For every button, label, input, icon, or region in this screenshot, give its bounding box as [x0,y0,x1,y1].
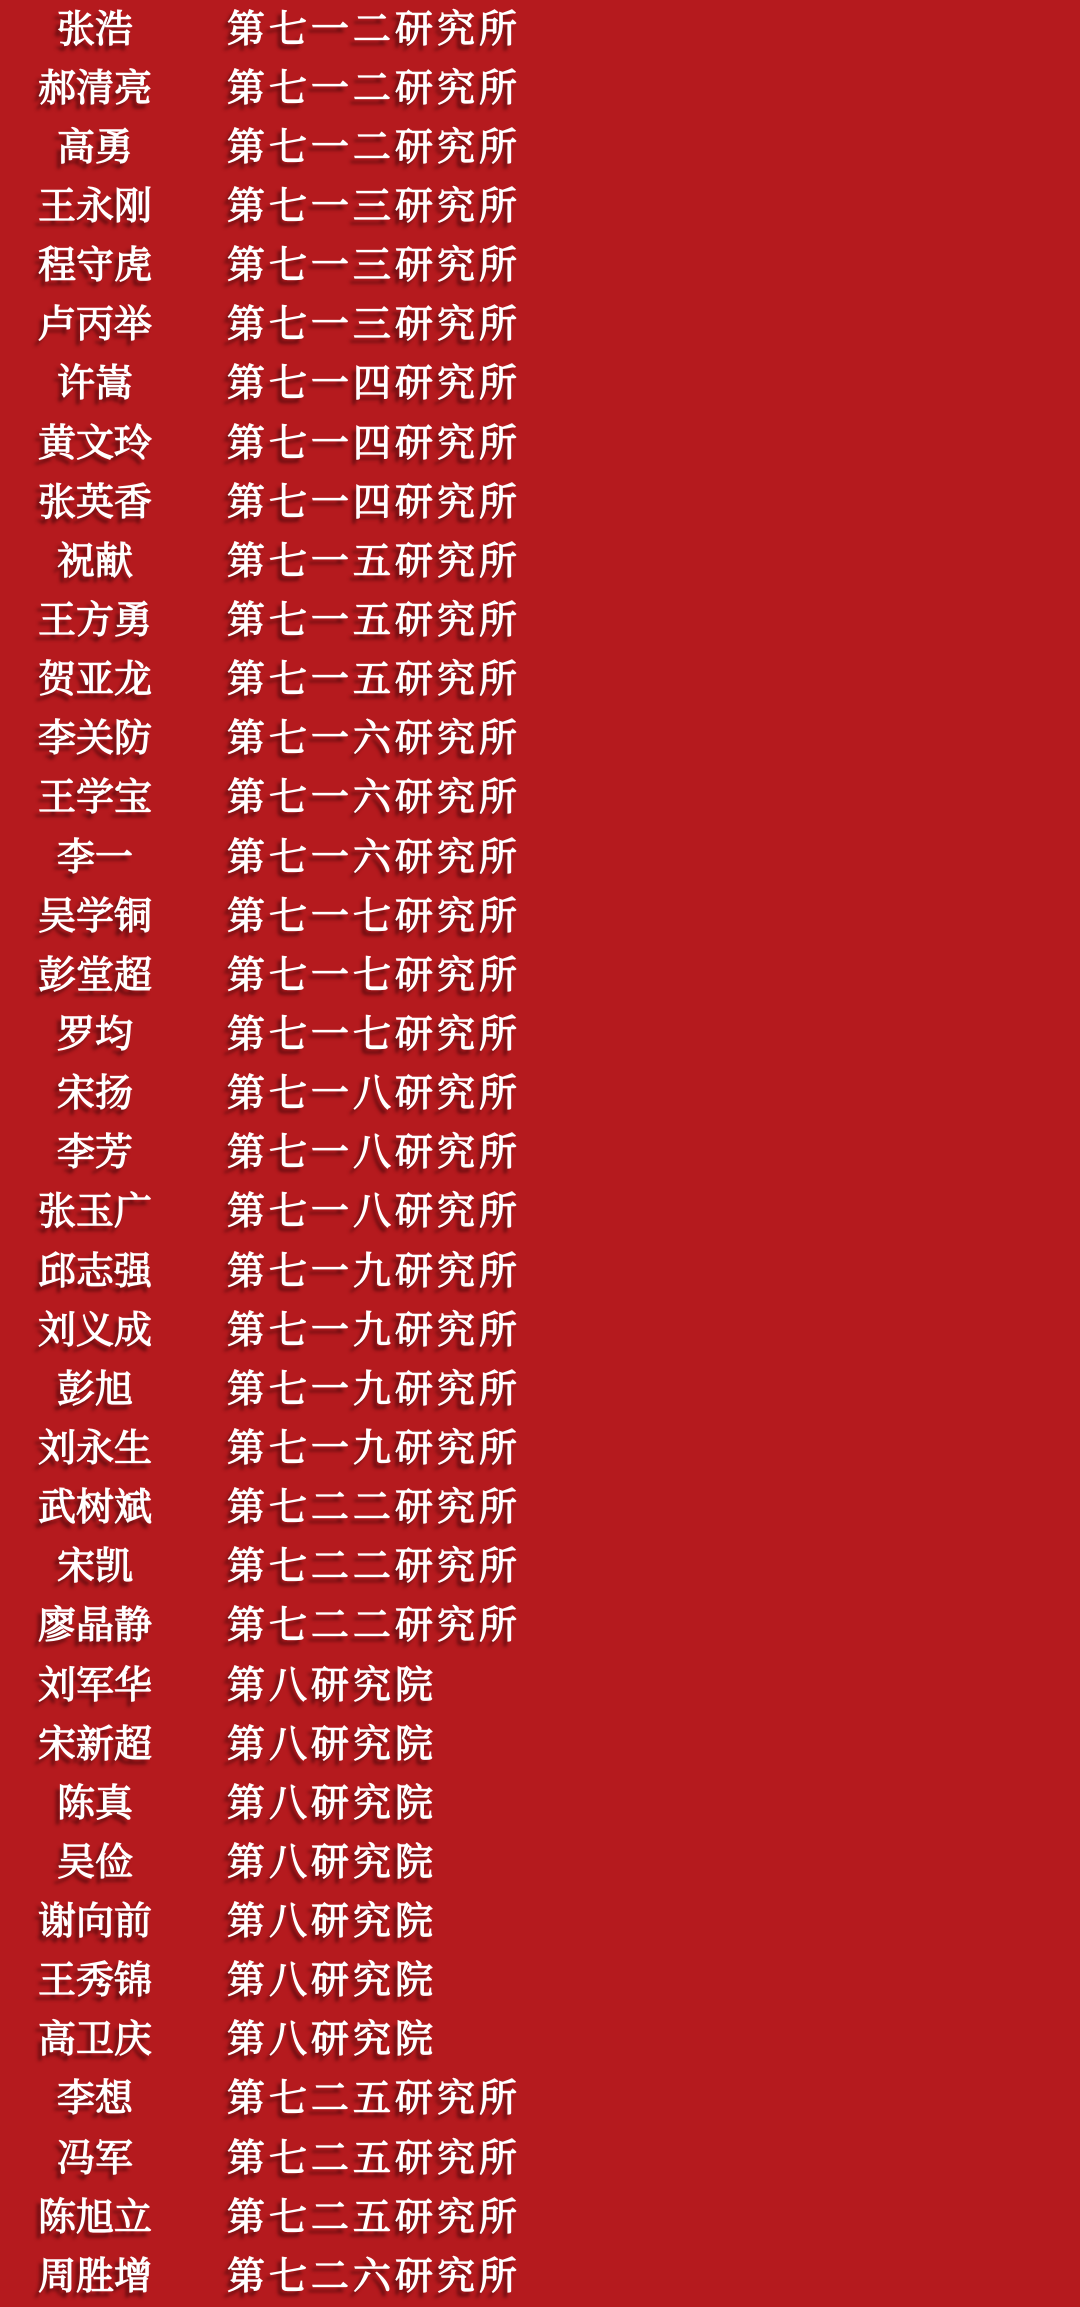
institute-name: 第七一二研究所 [227,8,522,51]
roster-row [0,1479,1080,1538]
institute-name: 第七二六研究所 [227,2255,522,2298]
institute-name: 第七二五研究所 [227,2078,522,2121]
institute-name: 第八研究院 [227,1901,438,1944]
person-name: 李芳 [56,1132,133,1175]
person-name: 刘永生 [37,1427,152,1470]
roster-row [0,355,1080,414]
institute-name: 第七一二研究所 [227,126,522,169]
roster-row [0,1183,1080,1242]
roster-row [0,118,1080,177]
person-name: 邱志强 [37,1250,152,1293]
roster-row [0,2129,1080,2188]
roster-row [0,1065,1080,1124]
roster-row [0,2070,1080,2129]
institute-name: 第八研究院 [227,1782,438,1825]
person-name: 张英香 [37,481,152,524]
institute-name: 第七一七研究所 [227,895,522,938]
person-name: 王永刚 [37,185,152,228]
roster-row [0,532,1080,591]
institute-name: 第八研究院 [227,1841,438,1884]
roster-row [0,1715,1080,1774]
roster-row [0,1833,1080,1892]
person-name: 宋扬 [56,1073,133,1116]
person-name: 王方勇 [37,599,152,642]
institute-name: 第七一五研究所 [227,540,522,583]
institute-name: 第七二二研究所 [227,1546,522,1589]
roster-row [0,828,1080,887]
roster-row [0,651,1080,710]
institute-name: 第七一二研究所 [227,67,522,110]
person-name: 刘军华 [37,1664,152,1707]
person-name: 卢丙举 [37,304,152,347]
person-name: 宋凯 [56,1546,133,1589]
person-name: 黄文玲 [37,422,152,465]
person-name: 陈旭立 [37,2196,152,2239]
person-name: 李想 [56,2078,133,2121]
person-name: 宋新超 [37,1723,152,1766]
roster-row [0,473,1080,532]
institute-name: 第七一八研究所 [227,1191,522,1234]
roster-row [0,1242,1080,1301]
institute-name: 第七一八研究所 [227,1132,522,1175]
roster-row [0,1538,1080,1597]
person-name: 廖晶静 [37,1605,152,1648]
roster-row [0,1124,1080,1183]
roster-row [0,414,1080,473]
institute-name: 第七二五研究所 [227,2137,522,2180]
roster-row [0,296,1080,355]
roster-row [0,591,1080,650]
roster-row [0,769,1080,828]
roster-row [0,177,1080,236]
person-name: 吴俭 [56,1841,133,1884]
institute-name: 第七一三研究所 [227,245,522,288]
institute-name: 第七一六研究所 [227,836,522,879]
institute-name: 第七一四研究所 [227,422,522,465]
roster-row [0,1597,1080,1656]
roster-row [0,0,1080,59]
person-name: 祝献 [56,540,133,583]
person-name: 张浩 [56,8,133,51]
institute-name: 第八研究院 [227,1960,438,2003]
roster-row [0,946,1080,1005]
person-name: 李一 [56,836,133,879]
roster-row [0,1656,1080,1715]
person-name: 许嵩 [56,363,133,406]
institute-name: 第七一九研究所 [227,1427,522,1470]
institute-name: 第七一五研究所 [227,659,522,702]
institute-name: 第七一七研究所 [227,954,522,997]
person-name: 高勇 [56,126,133,169]
institute-name: 第七一七研究所 [227,1013,522,1056]
person-name: 刘义成 [37,1309,152,1352]
institute-name: 第八研究院 [227,2019,438,2062]
person-name: 罗均 [56,1013,133,1056]
institute-name: 第七一九研究所 [227,1309,522,1352]
person-name: 武树斌 [37,1487,152,1530]
institute-name: 第七二二研究所 [227,1605,522,1648]
roster-row [0,1774,1080,1833]
person-name: 彭堂超 [37,954,152,997]
institute-name: 第七一三研究所 [227,185,522,228]
institute-name: 第七一八研究所 [227,1073,522,1116]
roster-row [0,710,1080,769]
roster-row [0,887,1080,946]
institute-name: 第七二二研究所 [227,1487,522,1530]
roster-row [0,237,1080,296]
institute-name: 第七一三研究所 [227,304,522,347]
roster-row [0,1952,1080,2011]
roster-row [0,1360,1080,1419]
institute-name: 第八研究院 [227,1723,438,1766]
institute-name: 第七一六研究所 [227,777,522,820]
roster-row [0,1419,1080,1478]
roster-row [0,1005,1080,1064]
institute-name: 第七二五研究所 [227,2196,522,2239]
person-name: 谢向前 [37,1901,152,1944]
institute-name: 第七一九研究所 [227,1250,522,1293]
institute-name: 第七一五研究所 [227,599,522,642]
institute-name: 第七一九研究所 [227,1368,522,1411]
person-name: 郝清亮 [37,67,152,110]
roster-row [0,2247,1080,2306]
institute-name: 第七一六研究所 [227,718,522,761]
person-name: 周胜增 [37,2255,152,2298]
roster-row [0,1893,1080,1952]
person-name: 程守虎 [37,245,152,288]
person-name: 陈真 [56,1782,133,1825]
person-name: 贺亚龙 [37,659,152,702]
roster-row [0,2011,1080,2070]
person-name: 高卫庆 [37,2019,152,2062]
institute-name: 第七一四研究所 [227,363,522,406]
institute-name: 第八研究院 [227,1664,438,1707]
person-name: 王学宝 [37,777,152,820]
person-name: 张玉广 [37,1191,152,1234]
person-name: 冯军 [56,2137,133,2180]
person-name: 王秀锦 [37,1960,152,2003]
person-name: 李关防 [37,718,152,761]
person-name: 吴学铜 [37,895,152,938]
roster-row [0,59,1080,118]
roster-row [0,1301,1080,1360]
roster-row [0,2188,1080,2247]
person-name: 彭旭 [56,1368,133,1411]
institute-name: 第七一四研究所 [227,481,522,524]
